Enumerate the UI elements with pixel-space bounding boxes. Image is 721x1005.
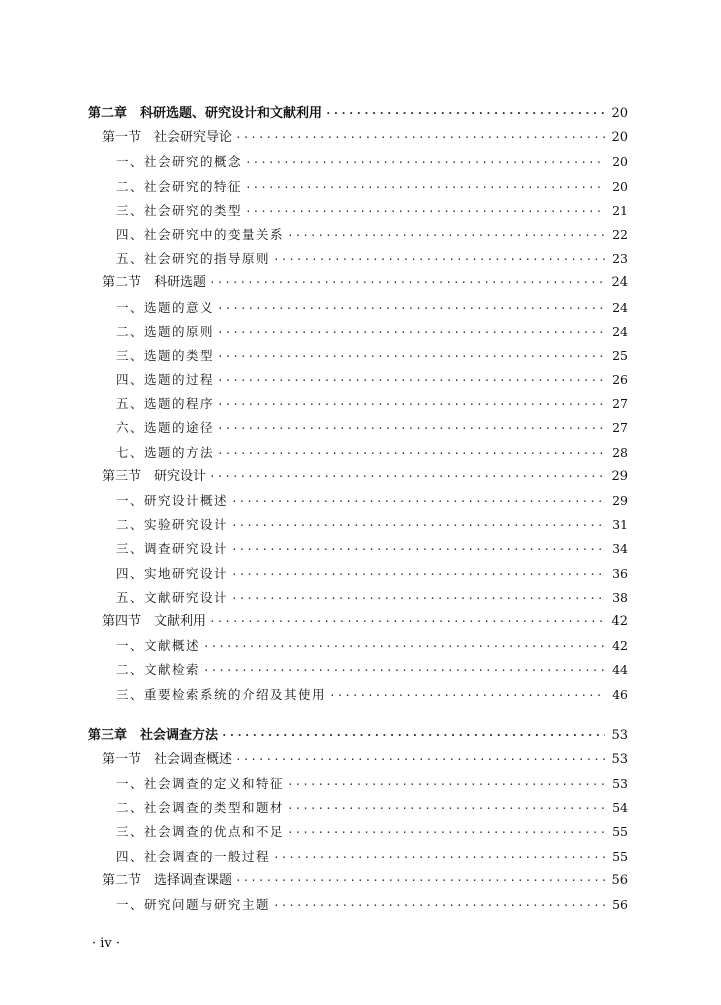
toc-item-entry[interactable]	[88, 772, 628, 796]
toc-item-entry[interactable]	[88, 392, 628, 416]
toc-entry-title: 二、社会调查的类型和题材	[116, 800, 285, 816]
toc-entry-page: 53	[611, 751, 628, 767]
toc-item-entry[interactable]	[88, 658, 628, 682]
toc-entry-page: 44	[612, 662, 628, 678]
toc-entry-page: 20	[611, 106, 628, 121]
toc-entry-page: 29	[612, 493, 628, 508]
dot-leader	[209, 610, 605, 634]
toc-entry-title: 第二节 选择调查课题	[102, 872, 233, 888]
toc-entry-title: 第一节 社会调查概述	[102, 751, 233, 767]
toc-entry-page: 42	[612, 638, 628, 654]
toc-item-entry[interactable]	[88, 344, 628, 368]
dot-leader	[287, 224, 605, 248]
dot-leader	[245, 151, 605, 175]
toc-entry-page: 21	[612, 202, 628, 218]
toc-item-entry[interactable]	[88, 634, 628, 658]
page-number-footer: · iv ·	[92, 936, 121, 951]
toc-entry-title: 一、社会研究的概念	[116, 154, 243, 170]
toc-item-entry[interactable]	[88, 223, 628, 247]
table-of-contents	[88, 102, 628, 917]
toc-item-entry[interactable]	[88, 796, 628, 820]
toc-entry-title: 四、选题的过程	[116, 372, 215, 388]
toc-entry-page: 27	[612, 420, 628, 436]
toc-entry-page: 42	[611, 613, 628, 629]
toc-item-entry[interactable]	[88, 562, 628, 586]
toc-entry-page: 29	[611, 468, 628, 484]
toc-section-entry[interactable]	[88, 465, 628, 489]
toc-item-entry[interactable]	[88, 368, 628, 392]
toc-item-entry[interactable]	[88, 845, 628, 869]
toc-entry-title: 二、社会研究的特征	[116, 178, 243, 194]
toc-entry-title: 五、文献研究设计	[116, 589, 229, 605]
dot-leader	[231, 514, 605, 538]
toc-entry-page: 28	[612, 444, 628, 460]
toc-item-entry[interactable]	[88, 683, 628, 707]
dot-leader	[245, 200, 605, 224]
dot-leader	[325, 102, 605, 126]
dot-leader	[221, 724, 605, 748]
dot-leader	[217, 321, 605, 345]
dot-leader	[217, 345, 605, 369]
toc-entry-page: 25	[612, 347, 628, 363]
toc-entry-page: 27	[612, 396, 628, 412]
toc-entry-title: 一、研究问题与研究主题	[116, 897, 271, 912]
toc-item-entry[interactable]	[88, 247, 628, 271]
toc-entry-page: 20	[612, 154, 628, 170]
toc-entry-page: 20	[611, 130, 628, 146]
toc-entry-page: 36	[612, 565, 628, 581]
dot-leader	[209, 271, 605, 295]
toc-item-entry[interactable]	[88, 296, 628, 320]
toc-entry-title: 二、实验研究设计	[116, 517, 229, 533]
toc-item-entry[interactable]	[88, 537, 628, 561]
dot-leader	[329, 684, 605, 708]
toc-entry-title: 三、社会调查的优点和不足	[116, 824, 285, 840]
toc-entry-page: 23	[612, 251, 628, 267]
toc-entry-title: 五、社会研究的指导原则	[116, 251, 271, 267]
toc-item-entry[interactable]	[88, 489, 628, 513]
toc-entry-title: 二、文献检索	[116, 662, 201, 678]
toc-chapter-entry[interactable]	[88, 102, 628, 126]
dot-leader	[287, 797, 605, 821]
toc-entry-page: 56	[612, 897, 628, 912]
dot-leader	[217, 442, 605, 466]
dot-leader	[209, 465, 605, 489]
toc-entry-page: 24	[611, 275, 628, 291]
toc-item-entry[interactable]	[88, 513, 628, 537]
toc-entry-page: 24	[612, 323, 628, 339]
toc-section-entry[interactable]	[88, 748, 628, 772]
dot-leader	[203, 635, 605, 659]
toc-entry-title: 二、选题的原则	[116, 323, 215, 339]
toc-item-entry[interactable]	[88, 441, 628, 465]
toc-item-entry[interactable]	[88, 416, 628, 440]
dot-leader	[287, 773, 605, 797]
dot-leader	[235, 869, 605, 893]
dot-leader	[273, 248, 605, 272]
toc-section-entry[interactable]	[88, 869, 628, 893]
toc-section-entry[interactable]	[88, 271, 628, 295]
toc-entry-title: 第二章 科研选题、研究设计和文献利用	[88, 106, 323, 121]
dot-leader	[235, 126, 605, 150]
toc-entry-page: 34	[612, 541, 628, 557]
toc-entry-title: 一、选题的意义	[116, 299, 215, 315]
toc-entry-title: 一、研究设计概述	[116, 493, 229, 508]
toc-entry-title: 第三章 社会调查方法	[88, 727, 219, 743]
toc-entry-title: 第一节 社会研究导论	[102, 130, 233, 146]
toc-item-entry[interactable]	[88, 199, 628, 223]
toc-entry-title: 三、选题的类型	[116, 347, 215, 363]
toc-section-entry[interactable]	[88, 610, 628, 634]
toc-section-entry[interactable]	[88, 126, 628, 150]
dot-leader	[217, 297, 605, 321]
toc-entry-title: 四、社会调查的一般过程	[116, 848, 271, 864]
toc-item-entry[interactable]	[88, 820, 628, 844]
dot-leader	[217, 369, 605, 393]
dot-leader	[273, 846, 605, 870]
toc-entry-title: 第三节 研究设计	[102, 468, 207, 484]
toc-item-entry[interactable]	[88, 150, 628, 174]
dot-leader	[217, 393, 605, 417]
toc-entry-title: 七、选题的方法	[116, 444, 215, 460]
toc-item-entry[interactable]	[88, 893, 628, 917]
dot-leader	[231, 490, 605, 514]
dot-leader	[231, 538, 605, 562]
toc-entry-page: 55	[612, 824, 628, 840]
toc-entry-title: 四、实地研究设计	[116, 565, 229, 581]
toc-entry-title: 三、重要检索系统的介绍及其使用	[116, 686, 327, 702]
toc-item-entry[interactable]	[88, 586, 628, 610]
dot-leader	[203, 659, 605, 683]
toc-entry-page: 26	[612, 372, 628, 388]
toc-entry-page: 53	[612, 776, 628, 792]
toc-entry-page: 54	[612, 800, 628, 816]
dot-leader	[231, 587, 605, 611]
dot-leader	[217, 417, 605, 441]
dot-leader	[231, 563, 605, 587]
dot-leader	[245, 176, 605, 200]
toc-entry-page: 56	[611, 872, 628, 888]
toc-entry-page: 24	[612, 299, 628, 315]
chapter-gap	[88, 707, 628, 724]
toc-entry-page: 46	[612, 686, 628, 702]
toc-entry-title: 六、选题的途径	[116, 420, 215, 436]
dot-leader	[235, 748, 605, 772]
toc-entry-title: 三、社会研究的类型	[116, 202, 243, 218]
toc-entry-title: 一、文献概述	[116, 638, 201, 654]
toc-entry-page: 38	[612, 589, 628, 605]
toc-entry-title: 一、社会调查的定义和特征	[116, 776, 285, 792]
toc-entry-title: 四、社会研究中的变量关系	[116, 226, 285, 242]
toc-item-entry[interactable]	[88, 320, 628, 344]
toc-entry-page: 53	[611, 727, 628, 743]
toc-entry-title: 第四节 文献利用	[102, 613, 207, 629]
toc-chapter-entry[interactable]	[88, 724, 628, 748]
toc-entry-title: 五、选题的程序	[116, 396, 215, 412]
dot-leader	[273, 894, 605, 918]
toc-entry-title: 第二节 科研选题	[102, 275, 207, 291]
toc-item-entry[interactable]	[88, 175, 628, 199]
toc-entry-page: 22	[612, 226, 628, 242]
toc-entry-page: 31	[612, 517, 628, 533]
toc-entry-title: 三、调查研究设计	[116, 541, 229, 557]
dot-leader	[287, 821, 605, 845]
toc-entry-page: 55	[612, 848, 628, 864]
toc-entry-page: 20	[612, 178, 628, 194]
